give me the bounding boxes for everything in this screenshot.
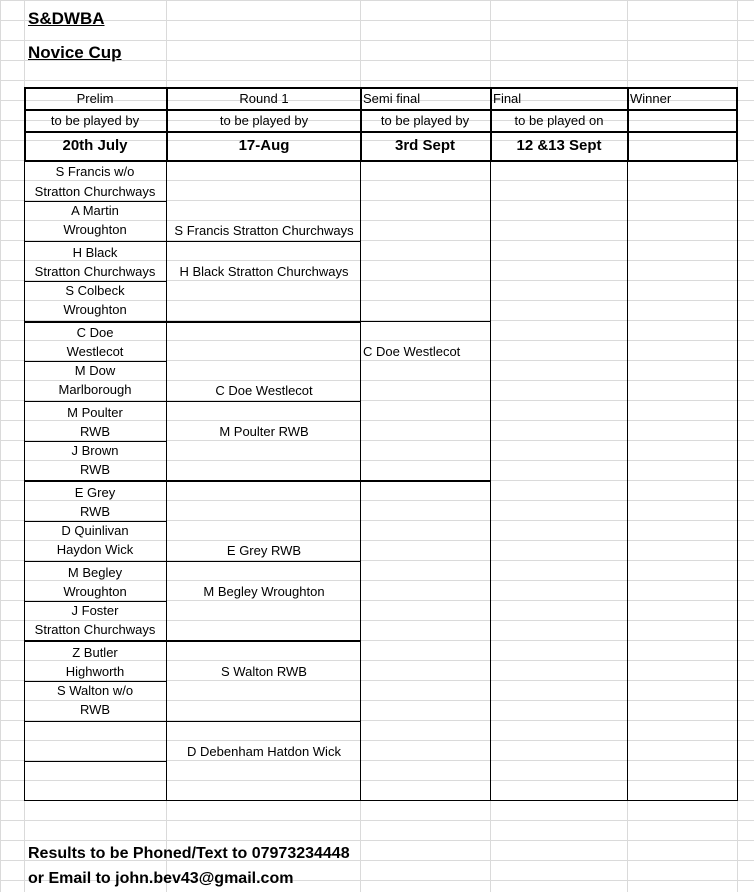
prelim-club: Marlborough [58, 382, 132, 397]
table-border [627, 160, 628, 801]
table-border [627, 87, 629, 162]
prelim-player: D Quinlivan [61, 523, 129, 538]
table-border [24, 160, 738, 162]
prelim-club: Wroughton [63, 584, 127, 599]
prelim-player: A Martin [71, 203, 119, 218]
prelim-player: J Brown [71, 443, 119, 458]
table-border [737, 160, 738, 801]
prelim-club: Haydon Wick [56, 542, 134, 557]
row-divider [24, 241, 167, 242]
round1-entry: M Begley Wroughton [203, 584, 325, 599]
table-border [24, 131, 738, 133]
col-heading-final: Final [493, 91, 522, 106]
row-divider [360, 321, 491, 322]
prelim-player: S Colbeck [65, 283, 125, 298]
col-date-prelim: 20th July [62, 137, 128, 154]
prelim-club: Wroughton [63, 222, 127, 237]
col-heading-prelim: Prelim [76, 91, 114, 106]
round1-entry: E Grey RWB [226, 543, 302, 558]
row-divider [24, 640, 361, 642]
prelim-club: Stratton Churchways [34, 264, 156, 279]
col-when-semi: to be played by [380, 113, 470, 128]
table-border [24, 109, 738, 111]
row-divider [24, 721, 361, 722]
prelim-club: RWB [79, 462, 111, 477]
prelim-player: S Francis w/o [55, 164, 135, 179]
col-date-final: 12 &13 Sept [516, 137, 602, 154]
round1-entry: S Walton RWB [221, 664, 307, 679]
round1-entry: S Francis Stratton Churchways [174, 223, 354, 238]
competition-title: Novice Cup [28, 43, 122, 62]
prelim-player: J Foster [71, 603, 119, 618]
org-title: S&DWBA [28, 9, 105, 28]
round1-entry: M Poulter RWB [219, 424, 309, 439]
row-divider [24, 321, 361, 323]
row-divider [24, 561, 361, 562]
prelim-player: M Dow [74, 363, 116, 378]
prelim-club: RWB [79, 702, 111, 717]
prelim-player: Z Butler [72, 645, 118, 660]
round1-entry: C Doe Westlecot [215, 383, 313, 398]
table-border [490, 87, 492, 162]
prelim-player: H Black [72, 245, 118, 260]
col-heading-semi: Semi final [363, 91, 421, 106]
prelim-club: Wroughton [63, 302, 127, 317]
col-heading-winner: Winner [630, 91, 672, 106]
row-divider [24, 480, 491, 482]
prelim-player: C Doe [76, 325, 114, 340]
prelim-club: Highworth [65, 664, 125, 679]
col-when-final: to be played on [514, 113, 604, 128]
prelim-club: RWB [79, 424, 111, 439]
col-date-semi: 3rd Sept [394, 137, 456, 154]
table-border [736, 87, 738, 162]
prelim-club: RWB [79, 504, 111, 519]
round1-entry: H Black Stratton Churchways [179, 264, 349, 279]
footer-email: or Email to john.bev43@gmail.com [28, 870, 294, 887]
footer-phone: Results to be Phoned/Text to 07973234448 [28, 845, 350, 862]
semi-entry: C Doe Westlecot [363, 344, 461, 359]
prelim-player: E Grey [74, 485, 116, 500]
col-when-prelim: to be played by [50, 113, 140, 128]
round1-entry: D Debenham Hatdon Wick [187, 744, 341, 759]
table-border [166, 87, 168, 162]
prelim-player: M Begley [67, 565, 123, 580]
table-border [24, 87, 26, 162]
prelim-club: Westlecot [66, 344, 124, 359]
col-date-round1: 17-Aug [238, 137, 290, 154]
prelim-player: S Walton w/o [56, 683, 134, 698]
col-when-round1: to be played by [219, 113, 309, 128]
row-divider [24, 761, 167, 762]
table-border [24, 87, 738, 89]
prelim-player: M Poulter [67, 405, 123, 420]
prelim-club: Stratton Churchways [34, 184, 156, 199]
row-divider [24, 401, 361, 402]
prelim-club: Stratton Churchways [34, 622, 156, 637]
table-border [360, 87, 362, 162]
row-divider [166, 241, 361, 242]
table-border [24, 800, 738, 801]
col-heading-round1: Round 1 [239, 91, 289, 106]
